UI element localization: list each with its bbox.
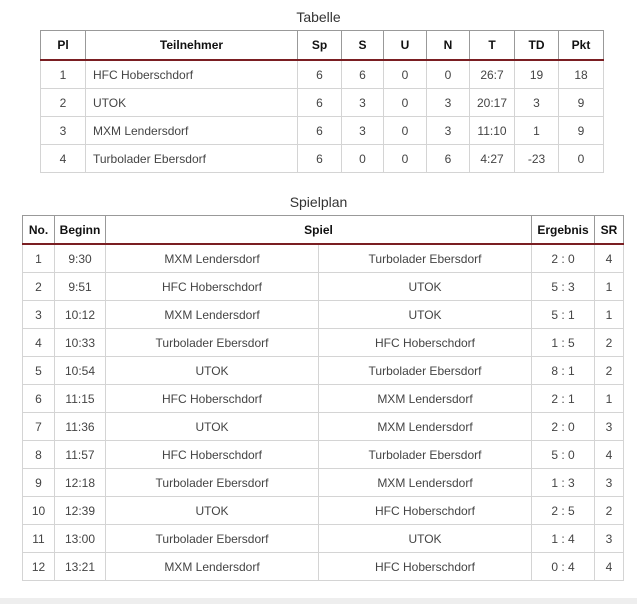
standings-table — [40, 30, 604, 173]
cell-sr: 1 — [595, 273, 624, 301]
schedule-caption: Spielplan — [289, 194, 348, 210]
header-pl: Pl — [41, 31, 86, 61]
cell-home-team: Turbolader Ebersdorf — [106, 469, 319, 497]
cell-beginn: 9:51 — [55, 273, 106, 301]
cell-no: 11 — [23, 525, 55, 553]
standings-row — [41, 60, 604, 89]
cell-pkt: 9 — [559, 117, 604, 145]
cell-sr: 1 — [595, 301, 624, 329]
schedule-row — [23, 525, 624, 553]
cell-td: -23 — [515, 145, 559, 173]
cell-ergebnis: 1 : 4 — [532, 525, 595, 553]
cell-away-team: HFC Hoberschdorf — [319, 553, 532, 581]
cell-s: 6 — [342, 60, 384, 89]
cell-t: 26:7 — [470, 60, 515, 89]
header-spiel: Spiel — [106, 216, 532, 245]
cell-home-team: HFC Hoberschdorf — [106, 385, 319, 413]
cell-pkt: 9 — [559, 89, 604, 117]
cell-pl: 1 — [41, 60, 86, 89]
cell-td: 1 — [515, 117, 559, 145]
cell-n: 6 — [427, 145, 470, 173]
header-n: N — [427, 31, 470, 61]
cell-beginn: 13:21 — [55, 553, 106, 581]
schedule-row — [23, 329, 624, 357]
cell-home-team: MXM Lendersdorf — [106, 301, 319, 329]
cell-home-team: UTOK — [106, 357, 319, 385]
cell-teilnehmer: Turbolader Ebersdorf — [86, 145, 298, 173]
cell-teilnehmer: MXM Lendersdorf — [86, 117, 298, 145]
cell-away-team: Turbolader Ebersdorf — [319, 357, 532, 385]
schedule-row — [23, 385, 624, 413]
cell-u: 0 — [384, 60, 427, 89]
cell-pl: 4 — [41, 145, 86, 173]
standings-row — [41, 145, 604, 173]
cell-home-team: Turbolader Ebersdorf — [106, 525, 319, 553]
header-sp: Sp — [298, 31, 342, 61]
cell-no: 12 — [23, 553, 55, 581]
cell-u: 0 — [384, 89, 427, 117]
schedule-row — [23, 469, 624, 497]
cell-beginn: 13:00 — [55, 525, 106, 553]
cell-sr: 1 — [595, 385, 624, 413]
cell-sr: 2 — [595, 357, 624, 385]
cell-ergebnis: 2 : 5 — [532, 497, 595, 525]
cell-sr: 4 — [595, 441, 624, 469]
cell-home-team: HFC Hoberschdorf — [106, 273, 319, 301]
cell-no: 1 — [23, 244, 55, 273]
cell-away-team: MXM Lendersdorf — [319, 385, 532, 413]
schedule-header-row — [23, 216, 624, 245]
cell-ergebnis: 8 : 1 — [532, 357, 595, 385]
cell-beginn: 11:36 — [55, 413, 106, 441]
cell-beginn: 12:39 — [55, 497, 106, 525]
cell-sp: 6 — [298, 60, 342, 89]
schedule-table — [22, 215, 624, 581]
cell-ergebnis: 2 : 0 — [532, 244, 595, 273]
cell-beginn: 10:33 — [55, 329, 106, 357]
cell-pkt: 0 — [559, 145, 604, 173]
cell-teilnehmer: HFC Hoberschdorf — [86, 60, 298, 89]
cell-sr: 3 — [595, 413, 624, 441]
cell-teilnehmer: UTOK — [86, 89, 298, 117]
cell-ergebnis: 5 : 3 — [532, 273, 595, 301]
schedule-row — [23, 553, 624, 581]
cell-sr: 2 — [595, 329, 624, 357]
cell-home-team: MXM Lendersdorf — [106, 553, 319, 581]
cell-sr: 3 — [595, 525, 624, 553]
cell-sr: 2 — [595, 497, 624, 525]
schedule-row — [23, 273, 624, 301]
header-beginn: Beginn — [55, 216, 106, 245]
cell-home-team: UTOK — [106, 497, 319, 525]
cell-n: 3 — [427, 89, 470, 117]
cell-no: 3 — [23, 301, 55, 329]
header-pkt: Pkt — [559, 31, 604, 61]
cell-ergebnis: 1 : 5 — [532, 329, 595, 357]
cell-t: 4:27 — [470, 145, 515, 173]
cell-u: 0 — [384, 145, 427, 173]
schedule-row — [23, 357, 624, 385]
cell-away-team: MXM Lendersdorf — [319, 413, 532, 441]
schedule-row — [23, 497, 624, 525]
cell-away-team: Turbolader Ebersdorf — [319, 244, 532, 273]
cell-home-team: UTOK — [106, 413, 319, 441]
cell-no: 5 — [23, 357, 55, 385]
cell-n: 0 — [427, 60, 470, 89]
cell-pl: 2 — [41, 89, 86, 117]
cell-u: 0 — [384, 117, 427, 145]
cell-pl: 3 — [41, 117, 86, 145]
cell-t: 20:17 — [470, 89, 515, 117]
schedule-row — [23, 301, 624, 329]
schedule-row — [23, 441, 624, 469]
cell-n: 3 — [427, 117, 470, 145]
cell-ergebnis: 2 : 1 — [532, 385, 595, 413]
header-td: TD — [515, 31, 559, 61]
schedule-row — [23, 413, 624, 441]
cell-s: 0 — [342, 145, 384, 173]
cell-td: 3 — [515, 89, 559, 117]
cell-away-team: UTOK — [319, 273, 532, 301]
cell-home-team: HFC Hoberschdorf — [106, 441, 319, 469]
cell-away-team: HFC Hoberschdorf — [319, 329, 532, 357]
cell-ergebnis: 5 : 1 — [532, 301, 595, 329]
cell-no: 9 — [23, 469, 55, 497]
header-no: No. — [23, 216, 55, 245]
cell-away-team: UTOK — [319, 301, 532, 329]
page-footer-band — [0, 598, 637, 604]
cell-ergebnis: 5 : 0 — [532, 441, 595, 469]
standings-row — [41, 117, 604, 145]
cell-no: 4 — [23, 329, 55, 357]
cell-home-team: Turbolader Ebersdorf — [106, 329, 319, 357]
header-u: U — [384, 31, 427, 61]
header-teilnehmer: Teilnehmer — [86, 31, 298, 61]
cell-beginn: 12:18 — [55, 469, 106, 497]
cell-away-team: MXM Lendersdorf — [319, 469, 532, 497]
cell-no: 7 — [23, 413, 55, 441]
cell-ergebnis: 0 : 4 — [532, 553, 595, 581]
cell-no: 10 — [23, 497, 55, 525]
cell-beginn: 9:30 — [55, 244, 106, 273]
cell-beginn: 10:12 — [55, 301, 106, 329]
cell-pkt: 18 — [559, 60, 604, 89]
cell-sp: 6 — [298, 89, 342, 117]
standings-row — [41, 89, 604, 117]
cell-beginn: 10:54 — [55, 357, 106, 385]
cell-s: 3 — [342, 89, 384, 117]
standings-header-row — [41, 31, 604, 61]
cell-away-team: UTOK — [319, 525, 532, 553]
cell-ergebnis: 2 : 0 — [532, 413, 595, 441]
cell-sr: 3 — [595, 469, 624, 497]
cell-sp: 6 — [298, 117, 342, 145]
cell-ergebnis: 1 : 3 — [532, 469, 595, 497]
cell-beginn: 11:15 — [55, 385, 106, 413]
header-s: S — [342, 31, 384, 61]
cell-sr: 4 — [595, 244, 624, 273]
header-ergebnis: Ergebnis — [532, 216, 595, 245]
cell-sr: 4 — [595, 553, 624, 581]
cell-s: 3 — [342, 117, 384, 145]
cell-beginn: 11:57 — [55, 441, 106, 469]
cell-no: 2 — [23, 273, 55, 301]
cell-t: 11:10 — [470, 117, 515, 145]
schedule-row — [23, 244, 624, 273]
cell-no: 8 — [23, 441, 55, 469]
cell-sp: 6 — [298, 145, 342, 173]
cell-away-team: Turbolader Ebersdorf — [319, 441, 532, 469]
header-sr: SR — [595, 216, 624, 245]
standings-caption: Tabelle — [296, 9, 341, 25]
cell-home-team: MXM Lendersdorf — [106, 244, 319, 273]
cell-away-team: HFC Hoberschdorf — [319, 497, 532, 525]
header-t: T — [470, 31, 515, 61]
cell-td: 19 — [515, 60, 559, 89]
cell-no: 6 — [23, 385, 55, 413]
